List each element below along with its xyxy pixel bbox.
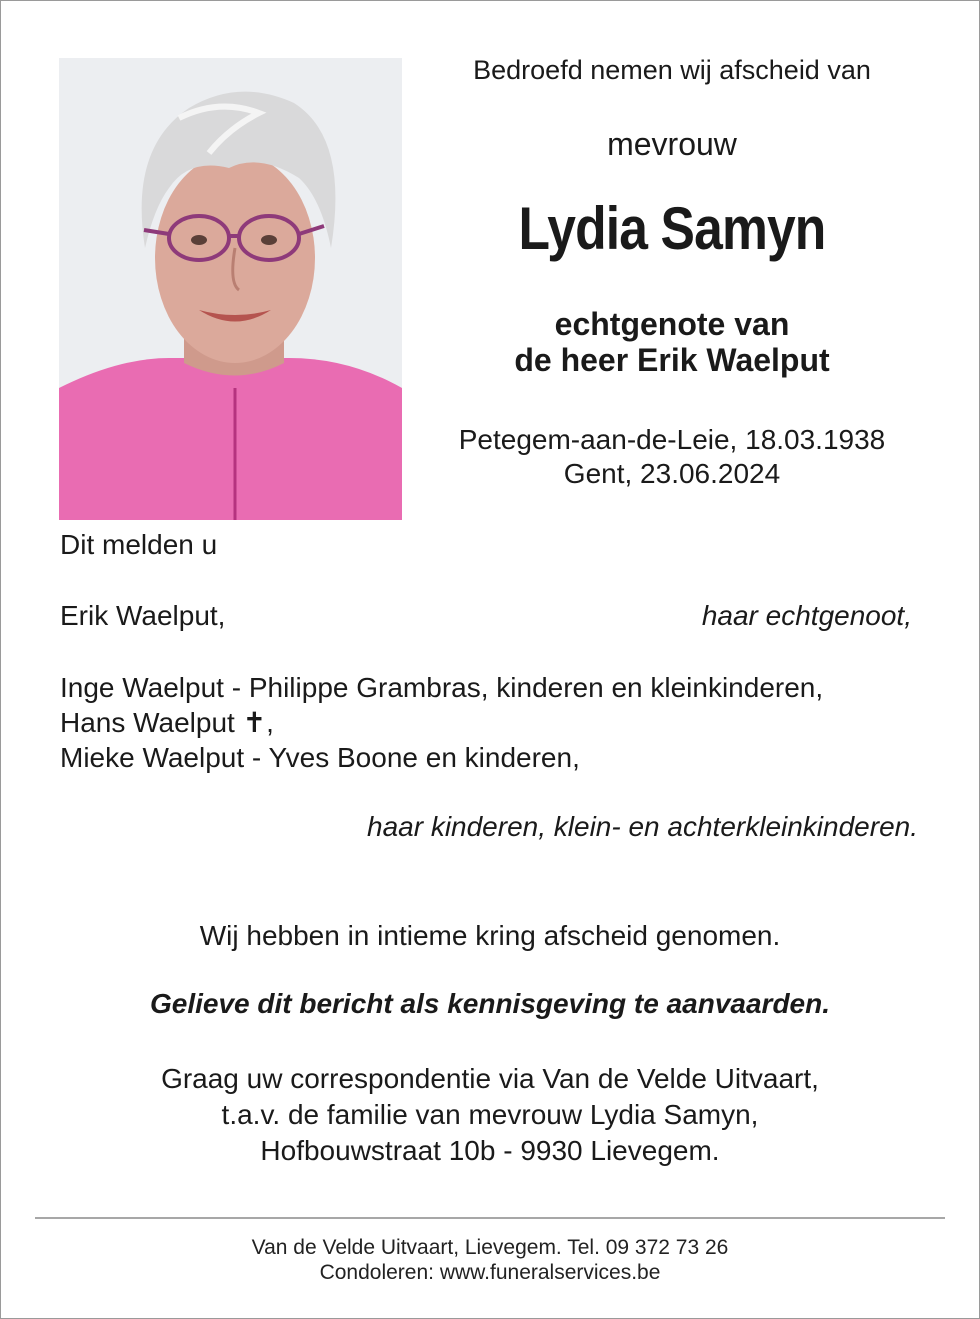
list-item: Inge Waelput - Philippe Grambras, kinderen en kleinkinderen, [60,672,824,703]
footer-divider [35,1217,945,1219]
children-list [60,670,823,775]
children-role: haar kinderen, klein- en achterkleinkinderen. [367,811,918,842]
correspondence-line: Hofbouwstraat 10b - 9930 Lievegem. [260,1135,720,1166]
spouse-role: haar echtgenoot, [701,600,912,631]
footer-website[interactable]: Condoleren: www.funeralservices.be [319,1261,661,1284]
spouse-line-2: de heer Erik Waelput [514,342,830,378]
dates [430,423,914,491]
portrait-photo [59,58,402,520]
footer [0,1235,980,1285]
spouse-line-1: echtgenote van [554,306,790,342]
correspondence-line: t.a.v. de familie van mevrouw Lydia Samyn, [221,1099,759,1130]
list-item: Hans Waelput ✝, [60,707,274,738]
spouse-name: Erik Waelput, [60,600,226,631]
footer-contact: Van de Velde Uitvaart, Lievegem. Tel. 09 372 73 26 [251,1236,729,1259]
death-date: Gent, 23.06.2024 [563,458,781,489]
deceased-name: Lydia Samyn [518,195,826,262]
farewell-text: Wij hebben in intieme kring afscheid genomen. [199,920,781,951]
correspondence-block [0,1061,980,1169]
list-item: Mieke Waelput - Yves Boone en kinderen, [60,742,580,773]
intro-text: Bedroefd nemen wij afscheid van [473,55,871,85]
title-mevrouw: mevrouw [607,126,737,162]
correspondence-line: Graag uw correspondentie via Van de Velde Uitvaart, [161,1063,819,1094]
birth-date: Petegem-aan-de-Leie, 18.03.1938 [458,424,886,455]
announce-text: Dit melden u [60,529,218,560]
notice-text: Gelieve dit bericht als kennisgeving te aanvaarden. [149,988,831,1019]
spouse-info [430,306,914,378]
